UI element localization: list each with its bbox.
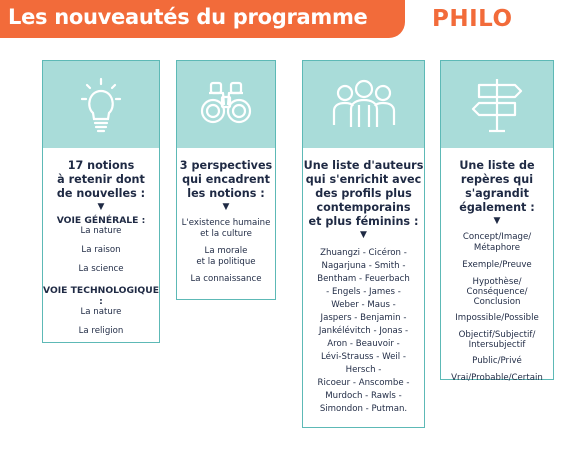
card-heading: Une liste de repères qui s'agrandit également : xyxy=(459,159,535,214)
list-item: Weber - Maus - xyxy=(331,300,396,310)
list-item: Bentham - Feuerbach xyxy=(317,274,410,284)
card-notions xyxy=(42,60,160,343)
card-heading: 3 perspectives qui encadrent les notions : xyxy=(179,159,273,200)
list-item: Simondon - Putman. xyxy=(319,404,408,414)
lightbulb-icon xyxy=(81,77,121,133)
list-item: Vrai/Probable/Certain xyxy=(451,373,543,383)
down-arrow-icon: ▼ xyxy=(222,202,230,212)
list-item: Aron - Beauvoir - xyxy=(327,339,400,349)
card-reperes xyxy=(440,60,554,383)
card-header xyxy=(177,61,275,148)
down-arrow-icon: ▼ xyxy=(493,216,501,226)
list-item: Murdoch - Rawls - xyxy=(325,391,402,401)
list-item: La science xyxy=(78,264,124,274)
list-item: Hypothèse/ Conséquence/ Conclusion xyxy=(466,277,528,307)
list-item: Lévi-Strauss - Weil - xyxy=(321,352,406,362)
list-item: Hersch - xyxy=(345,365,382,375)
list-item: La connaissance xyxy=(190,274,262,284)
list-item: Jaspers - Benjamin - xyxy=(320,313,407,323)
list-item: La morale et la politique xyxy=(196,246,256,267)
down-arrow-icon: ▼ xyxy=(97,202,105,212)
binoculars-icon xyxy=(198,77,254,127)
card-body xyxy=(43,159,159,337)
card-header xyxy=(441,61,553,148)
group-icon xyxy=(331,77,397,129)
list-item: Concept/Image/ Métaphore xyxy=(462,232,532,253)
list-item: La nature xyxy=(80,307,122,317)
list-item: La raison xyxy=(81,245,121,255)
brand-label: PHILO xyxy=(432,6,513,32)
list-item: La nature xyxy=(80,226,122,236)
card-body xyxy=(441,159,553,384)
card-body xyxy=(177,159,275,285)
list-item: Zhuangzi - Cicéron - xyxy=(320,248,407,258)
header-band xyxy=(0,0,405,38)
card-perspectives xyxy=(176,60,276,300)
card-heading: Une liste d'auteurs qui s'enrichit avec des profils plus contemporains et plus féminins : xyxy=(303,159,424,228)
card-header xyxy=(303,61,424,148)
list-item: La religion xyxy=(78,326,124,336)
list-item: L'existence humaine et la culture xyxy=(181,218,271,239)
card-body xyxy=(303,159,424,416)
card-heading: 17 notions à retenir dont de nouvelles : xyxy=(56,159,146,200)
page-title: Les nouveautés du programme xyxy=(8,5,368,29)
section-title: VOIE GÉNÉRALE : xyxy=(56,215,146,226)
list-item: Nagarjuna - Smith - xyxy=(321,261,406,271)
list-item: - Engels - James - xyxy=(326,287,401,297)
down-arrow-icon: ▼ xyxy=(360,230,367,240)
list-item: Jankélévitch - Jonas - xyxy=(318,326,409,336)
list-item: Exemple/Preuve xyxy=(462,260,532,270)
section-title: VOIE TECHNOLOGIQUE : xyxy=(43,285,159,307)
list-item: Impossible/Possible xyxy=(455,313,539,323)
list-item: Public/Privé xyxy=(472,356,522,366)
card-auteurs xyxy=(302,60,425,428)
list-item: Objectif/Subjectif/ Intersubjectif xyxy=(458,330,536,350)
author-list xyxy=(303,247,424,416)
signpost-icon xyxy=(471,77,523,133)
card-header xyxy=(43,61,159,148)
list-item: Ricoeur - Anscombe - xyxy=(317,378,410,388)
